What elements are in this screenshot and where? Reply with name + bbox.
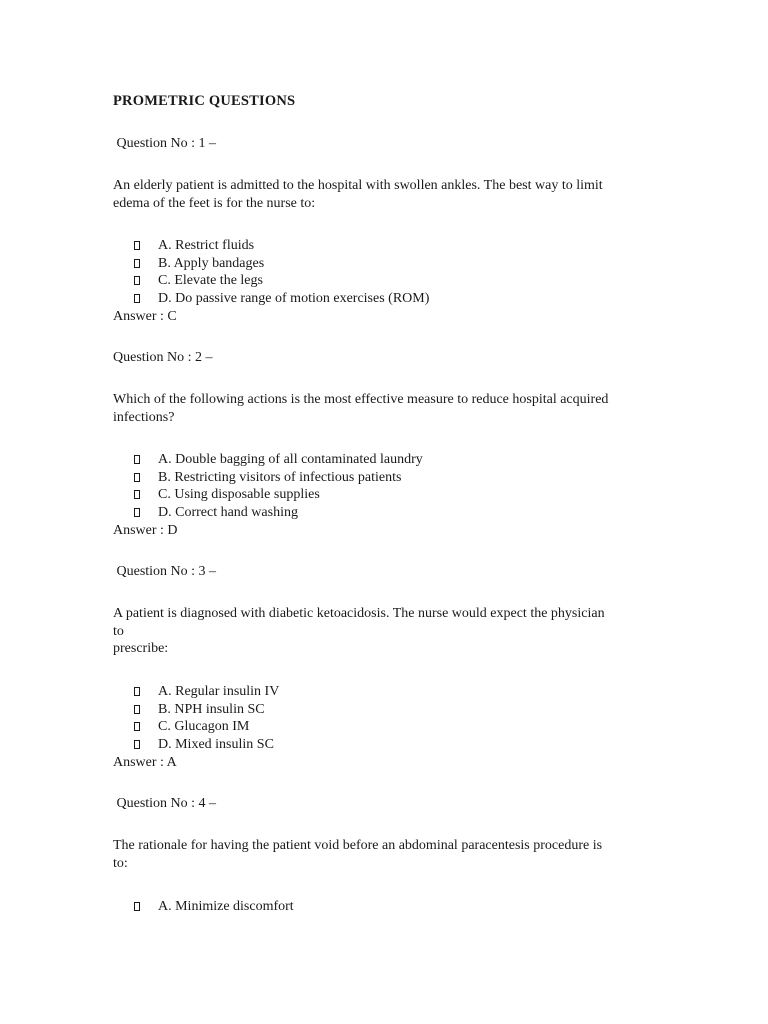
question-3-option-a: A. Regular insulin IV (0, 683, 768, 701)
question-1-stem (113, 177, 653, 212)
question-1-option-b: B. Apply bandages (0, 255, 768, 273)
question-3-option-d: D. Mixed insulin SC (0, 736, 768, 754)
question-1-answer: Answer : C (113, 309, 177, 324)
question-2-option-c: C. Using disposable supplies (0, 486, 768, 504)
bullet-icon (134, 241, 140, 250)
bullet-icon (134, 722, 140, 731)
question-3-stem (113, 605, 653, 658)
question-3-answer: Answer : A (113, 755, 177, 770)
bullet-icon (134, 294, 140, 303)
page-title: PROMETRIC QUESTIONS (113, 93, 296, 109)
question-3-option-b: B. NPH insulin SC (0, 701, 768, 719)
question-1-option-c: C. Elevate the legs (0, 272, 768, 290)
bullet-icon (134, 455, 140, 464)
question-1-option-d: D. Do passive range of motion exercises (ROM) (0, 290, 768, 308)
question-2-option-d: D. Correct hand washing (0, 504, 768, 522)
question-3-stem-line-2: to (113, 623, 124, 639)
question-2-stem (113, 391, 653, 426)
question-2-option-b: B. Restricting visitors of infectious patients (0, 469, 768, 487)
question-4-options (0, 898, 768, 916)
bullet-icon (134, 259, 140, 268)
question-3-heading: Question No : 3 – (113, 564, 217, 579)
bullet-icon (134, 490, 140, 499)
bullet-icon (134, 276, 140, 285)
bullet-icon (134, 473, 140, 482)
bullet-icon (134, 508, 140, 517)
question-2-heading: Question No : 2 – (113, 350, 213, 365)
question-1-stem-line-2: edema of the feet is for the nurse to: (113, 195, 316, 211)
question-3-option-c: C. Glucagon IM (0, 718, 768, 736)
question-4-stem-line-1: The rationale for having the patient void before an abdominal paracentesis procedure is (113, 838, 603, 853)
question-1-stem-line-1: An elderly patient is admitted to the hospital with swollen ankles. The best way to limit (113, 178, 603, 193)
question-2-answer: Answer : D (113, 523, 178, 538)
bullet-icon (134, 705, 140, 714)
question-1-options (0, 237, 768, 308)
question-3-stem-line-3: prescribe: (113, 641, 169, 656)
question-2-options (0, 451, 768, 522)
question-4-heading: Question No : 4 – (113, 796, 217, 811)
bullet-icon (134, 902, 140, 911)
question-4-stem-line-2: to: (113, 855, 128, 871)
question-1-heading: Question No : 1 – (113, 136, 217, 151)
question-2-option-a: A. Double bagging of all contaminated laundry (0, 451, 768, 469)
question-2-stem-line-2: infections? (113, 409, 175, 425)
bullet-icon (134, 740, 140, 749)
question-3-options (0, 683, 768, 754)
question-1-option-a: A. Restrict fluids (0, 237, 768, 255)
question-4-option-a: A. Minimize discomfort (0, 898, 768, 916)
question-3-stem-line-1: A patient is diagnosed with diabetic ketoacidosis. The nurse would expect the physician (113, 606, 605, 621)
question-4-stem (113, 837, 653, 872)
question-2-stem-line-1: Which of the following actions is the most effective measure to reduce hospital acquired (113, 392, 609, 407)
bullet-icon (134, 687, 140, 696)
